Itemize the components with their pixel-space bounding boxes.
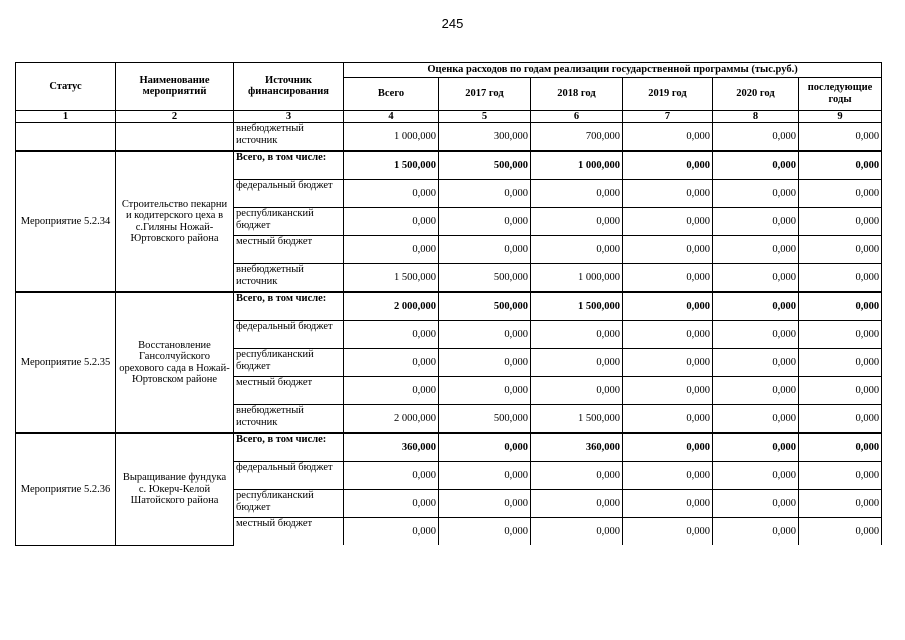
- name-cell: [116, 123, 234, 152]
- column-number: 1: [16, 110, 116, 123]
- header-name: Наименование мероприятий: [116, 63, 234, 111]
- value-cell: 0,000: [623, 490, 713, 518]
- column-number: 5: [439, 110, 531, 123]
- source-cell: внебюджетный источник: [234, 123, 344, 152]
- status-cell: Мероприятие 5.2.36: [16, 433, 116, 545]
- source-cell: внебюджетный источник: [234, 405, 344, 434]
- value-cell: 0,000: [623, 123, 713, 152]
- value-cell: 0,000: [713, 151, 799, 180]
- value-cell: 1 500,000: [344, 151, 439, 180]
- value-cell: 0,000: [623, 236, 713, 264]
- value-cell: 0,000: [439, 377, 531, 405]
- value-cell: 0,000: [799, 462, 882, 490]
- value-cell: 0,000: [531, 349, 623, 377]
- value-cell: 500,000: [439, 405, 531, 434]
- value-cell: 0,000: [623, 433, 713, 462]
- value-cell: 2 000,000: [344, 405, 439, 434]
- value-cell: 0,000: [713, 321, 799, 349]
- value-cell: 0,000: [531, 518, 623, 546]
- value-cell: 0,000: [439, 208, 531, 236]
- table-row: [16, 292, 882, 321]
- value-cell: 0,000: [623, 377, 713, 405]
- value-cell: 1 000,000: [531, 151, 623, 180]
- value-cell: 0,000: [713, 518, 799, 546]
- value-cell: 0,000: [713, 208, 799, 236]
- value-cell: 0,000: [713, 349, 799, 377]
- source-cell: федеральный бюджет: [234, 462, 344, 490]
- value-cell: 2 000,000: [344, 292, 439, 321]
- value-cell: 0,000: [344, 349, 439, 377]
- value-cell: 300,000: [439, 123, 531, 152]
- table-row: [16, 123, 882, 152]
- status-cell: Мероприятие 5.2.35: [16, 292, 116, 433]
- value-cell: 0,000: [713, 490, 799, 518]
- value-cell: 0,000: [713, 180, 799, 208]
- table-header: [16, 63, 882, 123]
- value-cell: 0,000: [799, 377, 882, 405]
- value-cell: 0,000: [531, 321, 623, 349]
- column-number: 4: [344, 110, 439, 123]
- value-cell: 0,000: [439, 462, 531, 490]
- value-cell: 1 500,000: [531, 292, 623, 321]
- name-cell: Выращивание фундука с. Юкерч-Келой Шатойского района: [116, 433, 234, 545]
- source-cell: Всего, в том числе:: [234, 292, 344, 321]
- value-cell: 0,000: [439, 433, 531, 462]
- column-number: 8: [713, 110, 799, 123]
- value-cell: 0,000: [344, 518, 439, 546]
- value-cell: 0,000: [713, 264, 799, 293]
- value-cell: 700,000: [531, 123, 623, 152]
- name-cell: Восстановление Гансолчуйского орехового сада в Ножай-Юртовском районе: [116, 292, 234, 433]
- value-cell: 0,000: [713, 405, 799, 434]
- value-cell: 0,000: [799, 349, 882, 377]
- value-cell: 0,000: [623, 151, 713, 180]
- value-cell: 0,000: [799, 123, 882, 152]
- status-cell: Мероприятие 5.2.34: [16, 151, 116, 292]
- value-cell: 0,000: [344, 180, 439, 208]
- table-body: [16, 123, 882, 546]
- value-cell: 360,000: [344, 433, 439, 462]
- value-cell: 500,000: [439, 151, 531, 180]
- header-source: Источник финансирования: [234, 63, 344, 111]
- value-cell: 0,000: [439, 490, 531, 518]
- value-cell: 0,000: [713, 292, 799, 321]
- value-cell: 0,000: [623, 518, 713, 546]
- source-cell: республиканский бюджет: [234, 349, 344, 377]
- value-cell: 0,000: [439, 180, 531, 208]
- source-cell: федеральный бюджет: [234, 321, 344, 349]
- value-cell: 0,000: [531, 490, 623, 518]
- value-cell: 0,000: [623, 462, 713, 490]
- value-cell: 0,000: [799, 433, 882, 462]
- value-cell: 0,000: [623, 321, 713, 349]
- value-cell: 0,000: [713, 123, 799, 152]
- value-cell: 0,000: [344, 321, 439, 349]
- header-estimate: Оценка расходов по годам реализации государственной программы (тыс.руб.): [344, 63, 882, 78]
- source-cell: местный бюджет: [234, 236, 344, 264]
- header-status: Статус: [16, 63, 116, 111]
- value-cell: 0,000: [531, 208, 623, 236]
- value-cell: 360,000: [531, 433, 623, 462]
- value-cell: 0,000: [799, 208, 882, 236]
- column-number: 6: [531, 110, 623, 123]
- value-cell: 0,000: [531, 377, 623, 405]
- budget-table: [15, 62, 882, 546]
- header-2017: 2017 год: [439, 77, 531, 110]
- value-cell: 0,000: [799, 405, 882, 434]
- value-cell: 0,000: [623, 405, 713, 434]
- value-cell: 1 000,000: [531, 264, 623, 293]
- value-cell: 0,000: [344, 490, 439, 518]
- value-cell: 0,000: [799, 151, 882, 180]
- value-cell: 0,000: [799, 180, 882, 208]
- column-number: 9: [799, 110, 882, 123]
- column-number-row: [16, 110, 882, 123]
- column-number: 3: [234, 110, 344, 123]
- value-cell: 500,000: [439, 292, 531, 321]
- value-cell: 0,000: [439, 321, 531, 349]
- source-cell: внебюджетный источник: [234, 264, 344, 293]
- value-cell: 1 500,000: [344, 264, 439, 293]
- source-cell: местный бюджет: [234, 518, 344, 546]
- value-cell: 0,000: [439, 518, 531, 546]
- value-cell: 0,000: [799, 518, 882, 546]
- value-cell: 0,000: [713, 462, 799, 490]
- source-cell: Всего, в том числе:: [234, 433, 344, 462]
- name-cell: Строительство пекарни и кодитерского цеха в с.Гиляны Ножай-Юртовского района: [116, 151, 234, 292]
- table-row: [16, 151, 882, 180]
- value-cell: 1 500,000: [531, 405, 623, 434]
- value-cell: 0,000: [623, 180, 713, 208]
- value-cell: 0,000: [713, 377, 799, 405]
- header-total: Всего: [344, 77, 439, 110]
- header-2018: 2018 год: [531, 77, 623, 110]
- value-cell: 0,000: [623, 349, 713, 377]
- value-cell: 0,000: [623, 264, 713, 293]
- header-2019: 2019 год: [623, 77, 713, 110]
- page-number: 245: [441, 16, 464, 31]
- value-cell: 0,000: [713, 236, 799, 264]
- column-number: 7: [623, 110, 713, 123]
- header-later: последующие годы: [799, 77, 882, 110]
- source-cell: местный бюджет: [234, 377, 344, 405]
- value-cell: 0,000: [531, 462, 623, 490]
- value-cell: 0,000: [439, 236, 531, 264]
- value-cell: 0,000: [623, 292, 713, 321]
- header-2020: 2020 год: [713, 77, 799, 110]
- value-cell: 0,000: [799, 236, 882, 264]
- value-cell: 0,000: [799, 490, 882, 518]
- value-cell: 0,000: [623, 208, 713, 236]
- value-cell: 1 000,000: [344, 123, 439, 152]
- table-row: [16, 433, 882, 462]
- value-cell: 0,000: [439, 349, 531, 377]
- source-cell: Всего, в том числе:: [234, 151, 344, 180]
- column-number: 2: [116, 110, 234, 123]
- value-cell: 0,000: [531, 236, 623, 264]
- status-cell: [16, 123, 116, 152]
- source-cell: федеральный бюджет: [234, 180, 344, 208]
- value-cell: 0,000: [799, 321, 882, 349]
- value-cell: 500,000: [439, 264, 531, 293]
- value-cell: 0,000: [531, 180, 623, 208]
- value-cell: 0,000: [799, 292, 882, 321]
- value-cell: 0,000: [344, 462, 439, 490]
- value-cell: 0,000: [799, 264, 882, 293]
- value-cell: 0,000: [344, 208, 439, 236]
- value-cell: 0,000: [344, 236, 439, 264]
- value-cell: 0,000: [713, 433, 799, 462]
- value-cell: 0,000: [344, 377, 439, 405]
- source-cell: республиканский бюджет: [234, 208, 344, 236]
- source-cell: республиканский бюджет: [234, 490, 344, 518]
